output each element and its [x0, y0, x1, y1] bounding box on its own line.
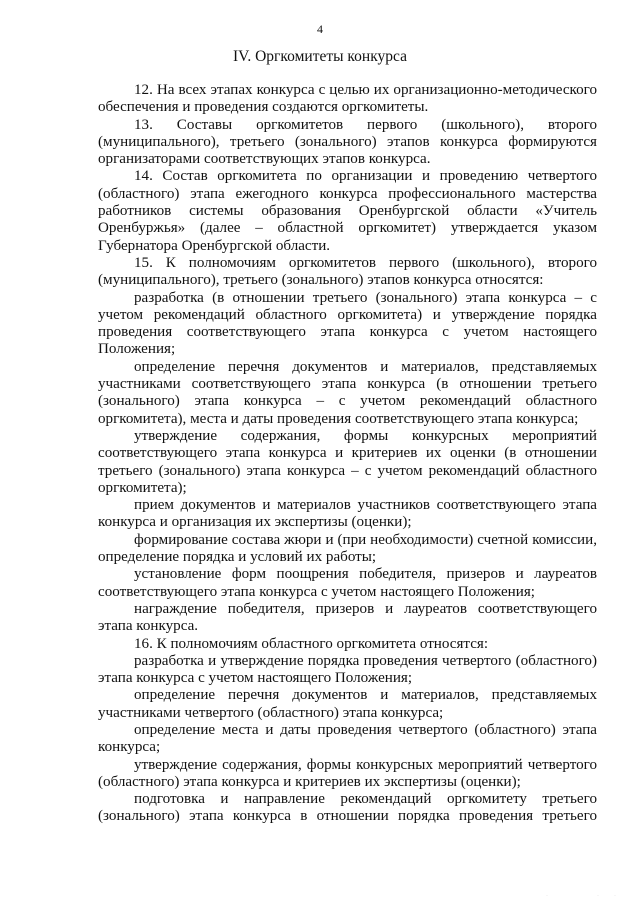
list-item: утверждение содержания, формы конкурсных мероприятий соответствующего этапа конкурса и критериев их оценки (в отношении третьего (зонального) этапа конкурса – с учетом рекомендаций областного оргкомитета);: [98, 427, 597, 496]
list-item: подготовка и направление рекомендаций оргкомитету третьего (зонального) этапа конкурса в отношении порядка проведения третьего: [98, 791, 597, 825]
paragraph-14: 14. Состав оргкомитета по организации и проведению четвертого (областного) этапа ежегодного конкурса профессионального мастерства работников системы образования Оренбургской области «Учитель Оренбуржья» (далее – областной оргкомитет) утверждается указом Губернатора Оренбургской области.: [98, 168, 597, 254]
page-number: 4: [317, 22, 323, 36]
list-item: награждение победителя, призеров и лауреатов соответствующего этапа конкурса.: [98, 600, 597, 635]
paragraph-13: 13. Составы оргкомитетов первого (школьного), второго (муниципального), третьего (зонального) этапов конкурса формируются организаторами соответствующих этапов конкурса.: [98, 116, 597, 168]
list-item: прием документов и материалов участников соответствующего этапа конкурса и организация их экспертизы (оценки);: [98, 497, 597, 531]
paragraph-12: 12. На всех этапах конкурса с целью их организационно-методического обеспечения и проведения создаются оргкомитеты.: [98, 82, 597, 116]
list-item: определение перечня документов и материалов, представляемых участниками четвертого (областного) этапа конкурса;: [98, 687, 597, 721]
paragraph-16: 16. К полномочиям областного оргкомитета относятся:: [134, 635, 489, 652]
scan-mark: ·: [546, 893, 548, 899]
list-item: утверждение содержания, формы конкурсных мероприятий четвертого (областного) этапа конкурса и критериев их экспертизы (оценки);: [98, 756, 597, 790]
document-body: [98, 82, 597, 826]
scan-mark: ·: [614, 893, 616, 899]
list-item: определение места и даты проведения четвертого (областного) этапа конкурса;: [98, 721, 597, 756]
list-item: формирование состава жюри и (при необходимости) счетной комиссии, определение порядка и условий их работы;: [98, 531, 597, 566]
paragraph-15: 15. К полномочиям оргкомитетов первого (школьного), второго (муниципального), третьего (зонального) этапов конкурса относятся:: [98, 254, 597, 289]
scan-mark: ·: [597, 893, 599, 899]
section-title: IV. Оргкомитеты конкурса: [233, 48, 407, 65]
list-item: разработка (в отношении третьего (зонального) этапа конкурса – с учетом рекомендаций областного оргкомитета) и утверждение порядка проведения соответствующего этапа конкурса с учетом настоящего Положения;: [98, 289, 597, 358]
list-item: определение перечня документов и материалов, представляемых участниками соответствующего этапа конкурса (в отношении третьего (зонального) этапа конкурса – с учетом рекомендаций областного оргкомитета), места и даты проведения соответствующего этапа конкурса;: [98, 358, 597, 427]
list-item: установление форм поощрения победителя, призеров и лауреатов соответствующего этапа конкурса с учетом настоящего Положения;: [98, 566, 597, 600]
list-item: разработка и утверждение порядка проведения четвертого (областного) этапа конкурса с учетом настоящего Положения;: [98, 652, 597, 687]
